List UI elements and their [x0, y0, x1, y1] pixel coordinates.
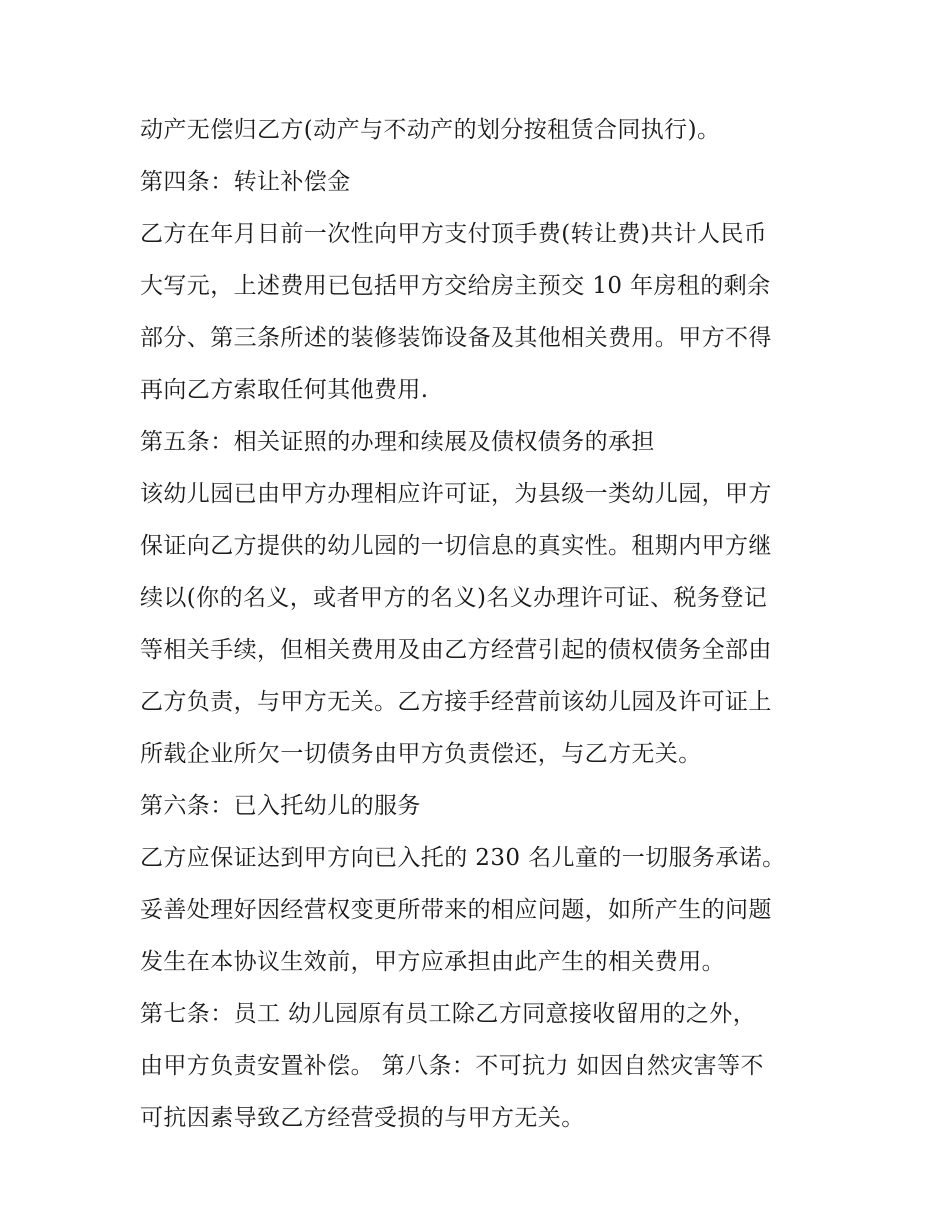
text-line: 可抗因素导致乙方经营受损的与甲方无关。: [140, 1105, 585, 1131]
text-line: 乙方负责，与甲方无关。乙方接手经营前该幼儿园及许可证上: [140, 689, 772, 715]
text-line: 续以(你的名义，或者甲方的名义)名义办理许可证、税务登记: [140, 585, 768, 611]
text-line: 部分、第三条所述的装修装饰设备及其他相关费用。甲方不得: [140, 325, 772, 351]
text-line: 妥善处理好因经营权变更所带来的相应问题，如所产生的问题: [140, 897, 772, 923]
section-heading-6: 第六条：已入托幼儿的服务: [140, 793, 421, 819]
text-line: 所载企业所欠一切债务由甲方负责偿还，与乙方无关。: [140, 741, 702, 767]
text-line: 由甲方负责安置补偿。 第八条：不可抗力 如因自然灾害等不: [140, 1053, 764, 1079]
text-line: 再向乙方索取任何其他费用.: [140, 377, 429, 403]
section-heading-5: 第五条：相关证照的办理和续展及债权债务的承担: [140, 429, 655, 455]
text-line: 大写元，上述费用已包括甲方交给房主预交 10 年房租的剩余: [140, 273, 771, 299]
text-line: 保证向乙方提供的幼儿园的一切信息的真实性。租期内甲方继: [140, 533, 772, 559]
text-line: 乙方在年月日前一次性向甲方支付顶手费(转让费)共计人民币: [140, 221, 768, 247]
text-line: 发生在本协议生效前，甲方应承担由此产生的相关费用。: [140, 949, 725, 975]
text-line: 动产无偿归乙方(动产与不动产的划分按租赁合同执行)。: [140, 117, 721, 143]
section-heading-4: 第四条：转让补偿金: [140, 169, 351, 195]
text-line: 等相关手续，但相关费用及由乙方经营引起的债权债务全部由: [140, 637, 772, 663]
document-body: [140, 104, 830, 1144]
text-line: 该幼儿园已由甲方办理相应许可证，为县级一类幼儿园，甲方: [140, 481, 772, 507]
section-heading-7: 第七条：员工 幼儿园原有员工除乙方同意接收留用的之外，: [140, 1001, 757, 1027]
text-line: 乙方应保证达到甲方向已入托的 230 名儿童的一切服务承诺。: [140, 845, 786, 871]
